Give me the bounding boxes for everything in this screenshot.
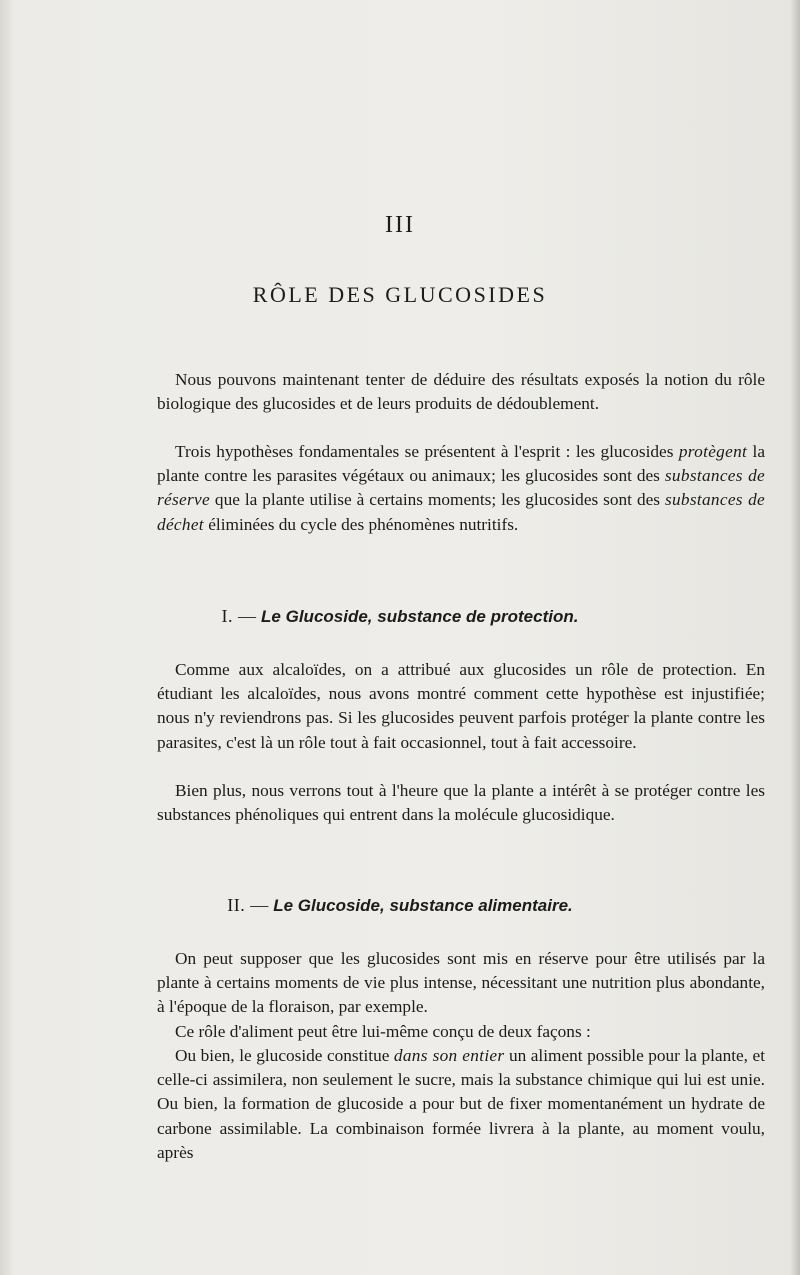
chapter-number: III: [385, 212, 415, 238]
page-edge-shadow: [790, 0, 800, 1275]
emphasis-dans-son-entier: dans son entier: [393, 1046, 505, 1065]
section-2-paragraph-3: Ou bien, le glucoside constitue dans son entier un aliment possible pour la plante, et celle-ci assimilera, non seulement le sucre, mais la substance chimique qui lui est unie. Ou bien, la formation de glucoside a pour but de fixer momentanément un hydrate de carbone assimilable. La combinaison formée livrera à la plante, au moment voulu, après: [157, 1046, 765, 1162]
chapter-title: RÔLE DES GLUCOSIDES: [252, 282, 548, 307]
section-2-title: Le Glucoside, substance alimentaire.: [273, 896, 573, 915]
section-1-title: Le Glucoside, substance de protection.: [261, 607, 579, 626]
section-1-paragraph-2: Bien plus, nous verrons tout à l'heure que la plante a intérêt à se protéger contre les substances phénoliques qui entrent dans la molécule glucosidique.: [157, 781, 765, 825]
emphasis-substances-de-reserve: substances de réserve: [157, 466, 765, 510]
section-1-number: I. —: [221, 606, 257, 626]
intro-paragraph-1: Nous pouvons maintenant tenter de déduire des résultats exposés la notion du rôle biologique des glucosides et de leurs produits de dédoublement.: [157, 370, 765, 414]
section-2-paragraph-1: On peut supposer que les glucosides sont mis en réserve pour être utilisés par la plante à certains moments de vie plus intense, nécessitant une nutrition plus abondante, à l'époque de la floraison, par exemple.: [157, 949, 765, 1017]
section-1-heading: [0, 606, 800, 627]
emphasis-protegent: protègent: [678, 442, 748, 461]
section-2-number: II. —: [227, 895, 269, 915]
section-2-paragraph-2: Ce rôle d'aliment peut être lui-même conçu de deux façons :: [175, 1022, 591, 1041]
section-1-paragraph-1: Comme aux alcaloïdes, on a attribué aux glucosides un rôle de protection. En étudiant les alcaloïdes, nous avons montré comment cette hypothèse est injustifiée; nous n'y reviendrons pas. Si les glucosides peuvent parfois protéger la plante contre les parasites, c'est là un rôle tout à fait occasionnel, tout à fait accessoire.: [157, 660, 765, 752]
intro-paragraph-2: Trois hypothèses fondamentales se présentent à l'esprit : les glucosides protègent la plante contre les parasites végétaux ou animaux; les glucosides sont des substances de réserve que la plante utilise à certains moments; les glucosides sont des substances de déchet éliminées du cycle des phénomènes nutritifs.: [157, 442, 766, 534]
section-2-heading: [0, 895, 800, 916]
emphasis-substances-de-dechet: substances de déchet: [157, 490, 766, 534]
